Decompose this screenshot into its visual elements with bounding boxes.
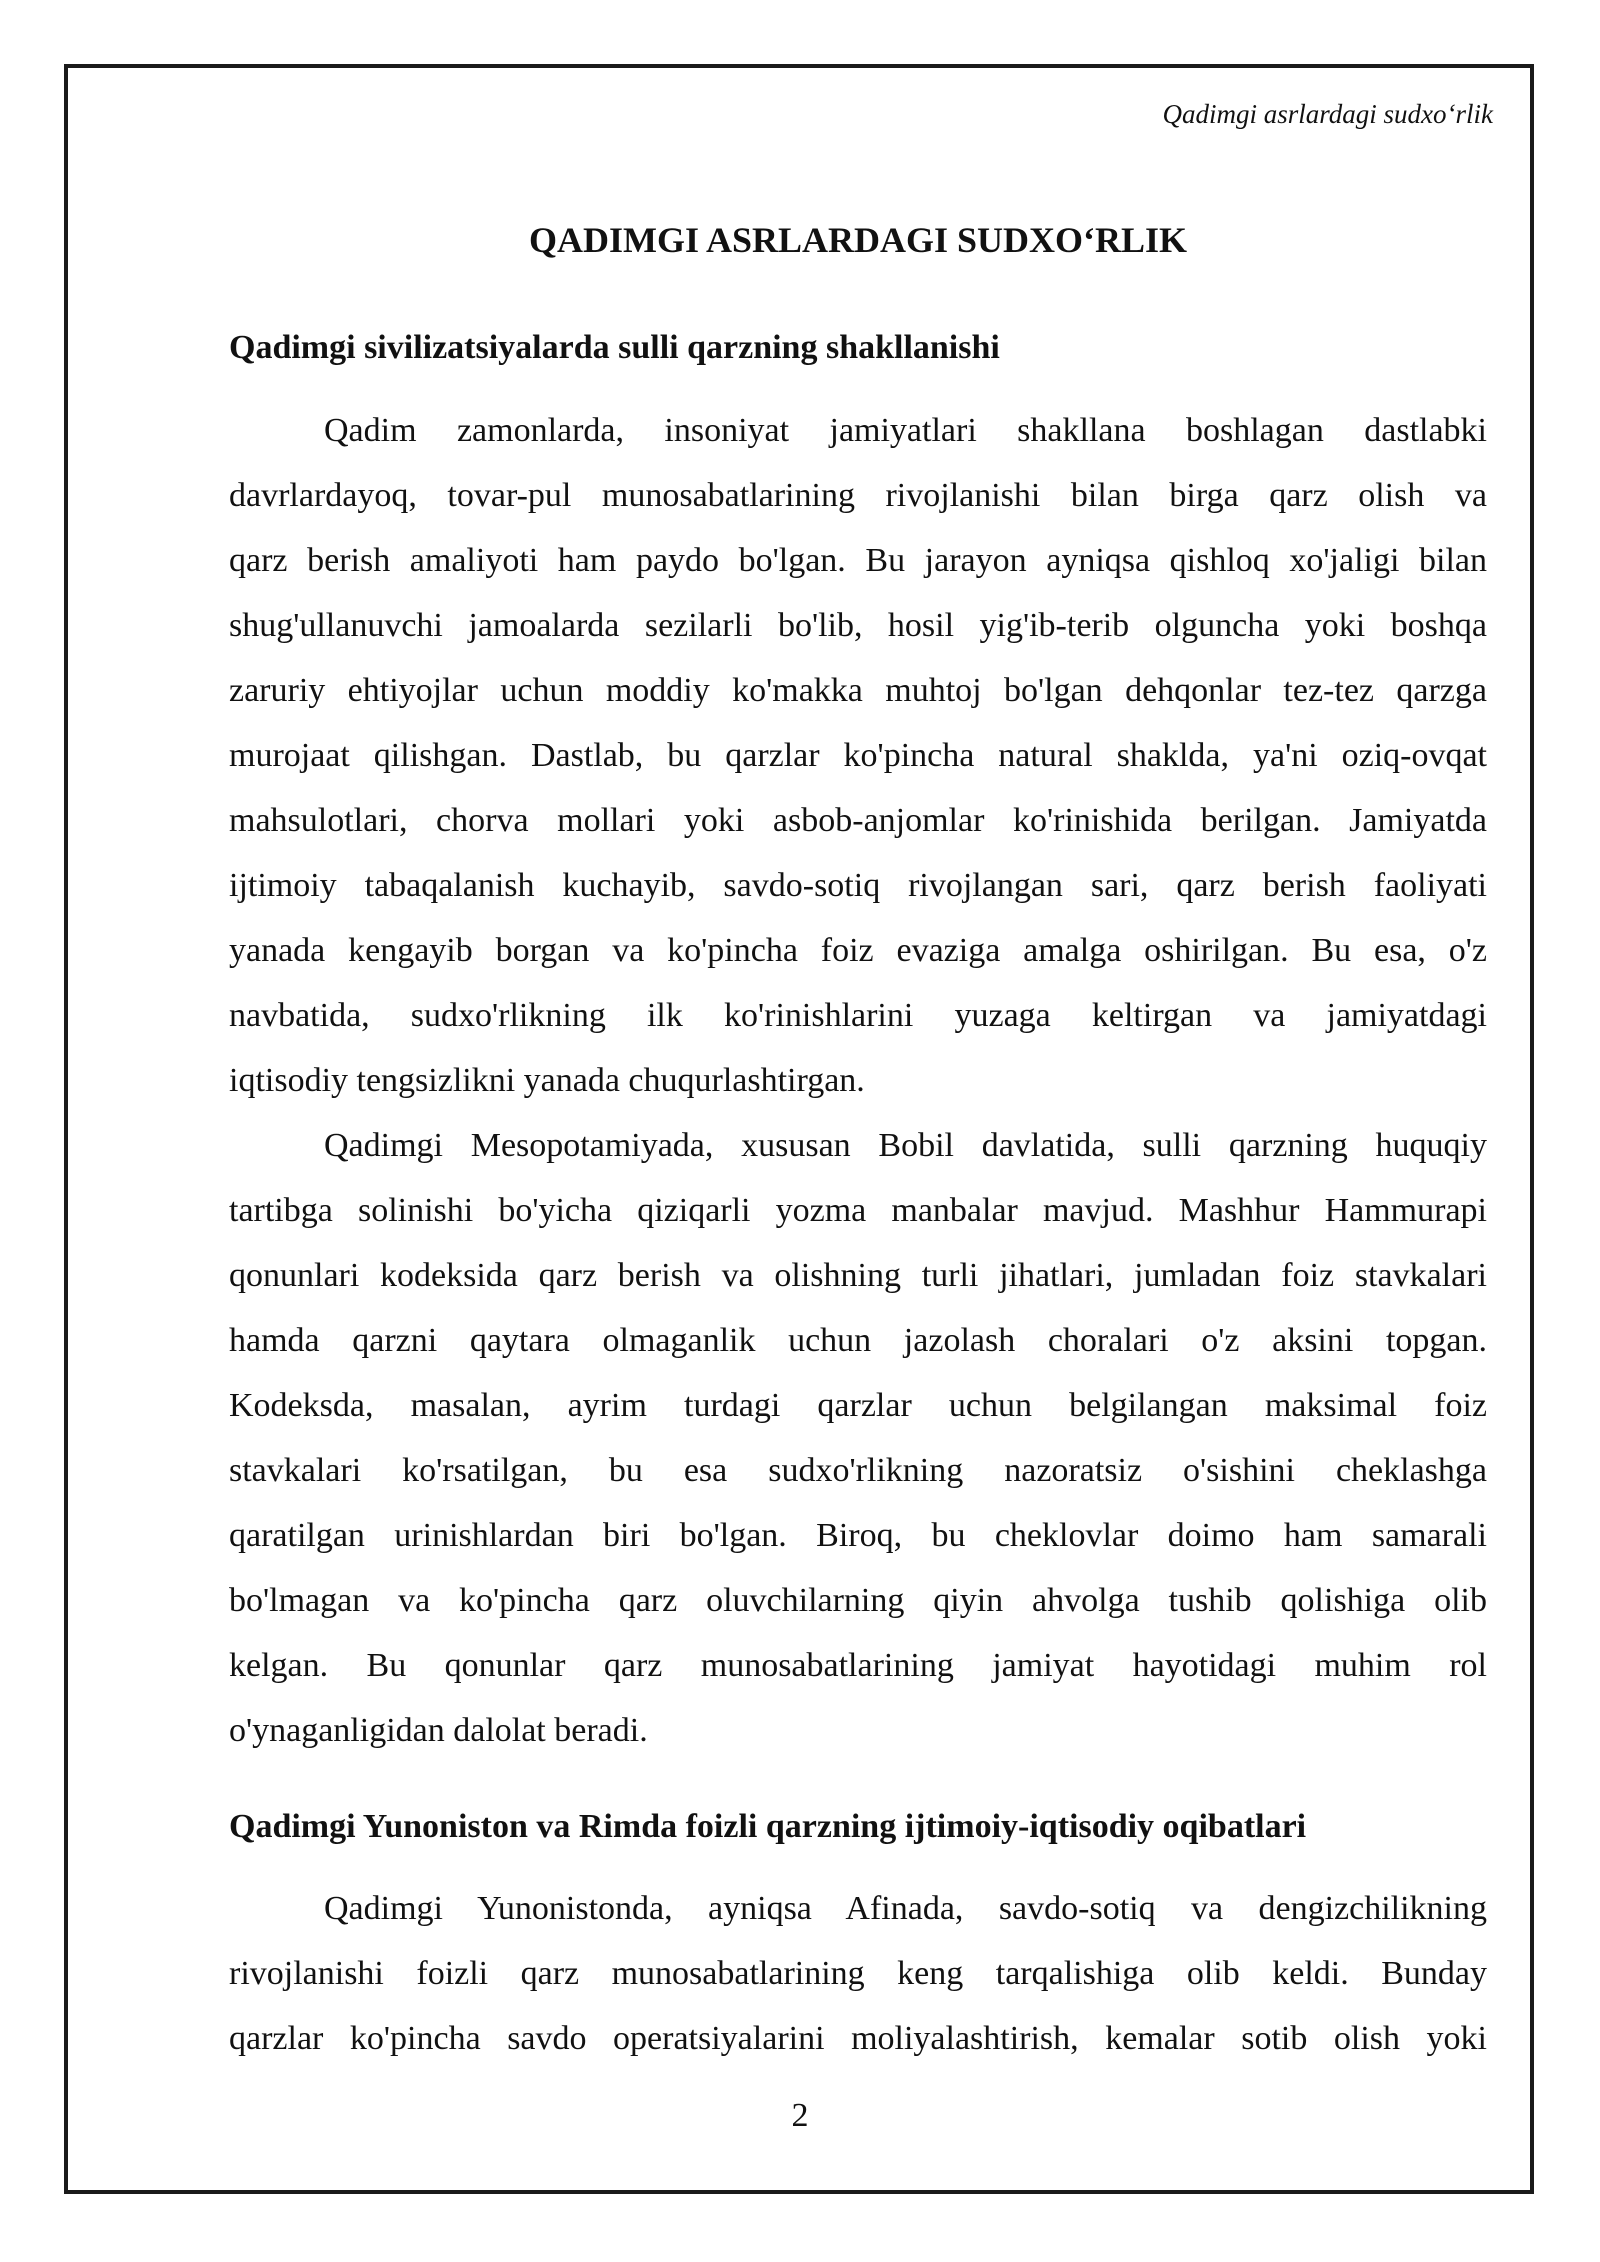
running-header: Qadimgi asrlardagi sudxo‘rlik	[1162, 99, 1493, 129]
document-title: QADIMGI ASRLARDAGI SUDXO‘RLIK	[528, 220, 1188, 260]
paragraph-line: Qadimgi Yunonistonda, ayniqsa Afinada, savdo-sotiq va dengizchilikning	[324, 1890, 1487, 1927]
paragraph-line: tartibga solinishi bo'yicha qiziqarli yozma manbalar mavjud. Mashhur Hammurapi	[229, 1192, 1487, 1229]
paragraph-line: navbatida, sudxo'rlikning ilk ko'rinishlarini yuzaga keltirgan va jamiyatdagi	[229, 997, 1487, 1034]
paragraph-line: davrlardayoq, tovar-pul munosabatlarining rivojlanishi bilan birga qarz olish va	[229, 477, 1487, 514]
paragraph-3	[229, 1876, 1487, 2071]
paragraph-line: qarzlar ko'pincha savdo operatsiyalarini moliyalashtirish, kemalar sotib olish yoki	[229, 2020, 1487, 2057]
paragraph-line: murojaat qilishgan. Dastlab, bu qarzlar ko'pincha natural shaklda, ya'ni oziq-ovqat	[229, 737, 1487, 774]
paragraph-line: hamda qarzni qaytara olmaganlik uchun jazolash choralari o'z aksini topgan.	[229, 1322, 1487, 1359]
paragraph-line: bo'lmagan va ko'pincha qarz oluvchilarning qiyin ahvolga tushib qolishiga olib	[229, 1582, 1487, 1619]
paragraph-line: shug'ullanuvchi jamoalarda sezilarli bo'lib, hosil yig'ib-terib olguncha yoki boshqa	[229, 607, 1487, 644]
paragraph-line: qarz berish amaliyoti ham paydo bo'lgan. Bu jarayon ayniqsa qishloq xo'jaligi bilan	[229, 542, 1487, 579]
paragraph-line: ijtimoiy tabaqalanish kuchayib, savdo-sotiq rivojlangan sari, qarz berish faoliyati	[229, 867, 1487, 904]
section-heading-1: Qadimgi sivilizatsiyalarda sulli qarzning shakllanishi	[229, 329, 1000, 366]
paragraph-line: rivojlanishi foizli qarz munosabatlarining keng tarqalishiga olib keldi. Bunday	[229, 1955, 1487, 1992]
paragraph-2	[229, 1113, 1487, 1763]
page-number: 2	[791, 2097, 809, 2134]
paragraph-line: o'ynaganligidan dalolat beradi.	[229, 1712, 648, 1749]
paragraph-line: Qadim zamonlarda, insoniyat jamiyatlari shakllana boshlagan dastlabki	[324, 412, 1487, 449]
paragraph-line: qaratilgan urinishlardan biri bo'lgan. Biroq, bu cheklovlar doimo ham samarali	[229, 1517, 1487, 1554]
paragraph-line: yanada kengayib borgan va ko'pincha foiz evaziga amalga oshirilgan. Bu esa, o'z	[229, 932, 1487, 969]
paragraph-line: Qadimgi Mesopotamiyada, xususan Bobil davlatida, sulli qarzning huquqiy	[324, 1127, 1487, 1164]
paragraph-line: mahsulotlari, chorva mollari yoki asbob-anjomlar ko'rinishida berilgan. Jamiyatda	[229, 802, 1487, 839]
paragraph-line: qonunlari kodeksida qarz berish va olishning turli jihatlari, jumladan foiz stavkalari	[229, 1257, 1487, 1294]
section-heading-2: Qadimgi Yunoniston va Rimda foizli qarzning ijtimoiy-iqtisodiy oqibatlari	[229, 1808, 1307, 1845]
paragraph-line: zaruriy ehtiyojlar uchun moddiy ko'makka muhtoj bo'lgan dehqonlar tez-tez qarzga	[229, 672, 1487, 709]
paragraph-line: kelgan. Bu qonunlar qarz munosabatlarining jamiyat hayotidagi muhim rol	[229, 1647, 1487, 1684]
paragraph-line: iqtisodiy tengsizlikni yanada chuqurlashtirgan.	[229, 1062, 865, 1099]
paragraph-line: Kodeksda, masalan, ayrim turdagi qarzlar uchun belgilangan maksimal foiz	[229, 1387, 1487, 1424]
paragraph-1	[229, 398, 1487, 1113]
paragraph-line: stavkalari ko'rsatilgan, bu esa sudxo'rlikning nazoratsiz o'sishini cheklashga	[229, 1452, 1487, 1489]
